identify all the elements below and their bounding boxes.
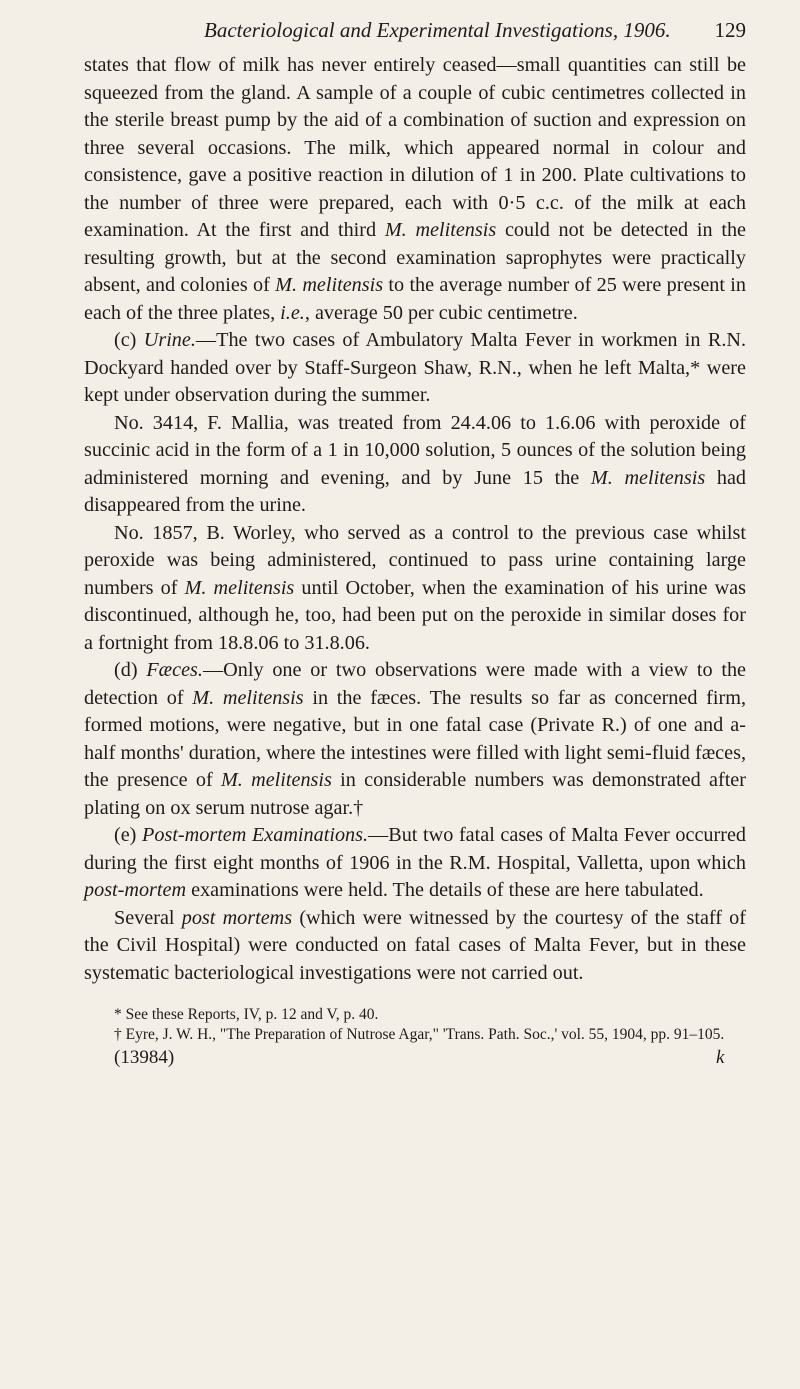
italic-text: Urine. — [143, 329, 196, 351]
italic-text: M. melitensis — [275, 274, 384, 296]
paragraph — [84, 410, 746, 520]
text-run: (which were witnessed by the courtesy of the staff of the Civil Hospital) were conducted on fatal cases of Malta Fever, but in these systematic bacteriological investigations were not carried out. — [84, 906, 747, 984]
paragraph — [84, 327, 746, 410]
text-run: until October, when the examination of his urine was discontinued, although he, too, had been put on the peroxide in similar doses for a fortnight from 18.8.06 to 31.8.06. — [84, 576, 746, 654]
text-run: —Only one or two observations were made with a view to the detection of — [84, 659, 746, 709]
footnote: * See these Reports, IV, p. 12 and V, p. 40. — [114, 1006, 379, 1023]
text-run: , average 50 per cubic centimetre. — [304, 301, 578, 324]
signature-mark: k — [716, 1047, 725, 1068]
text-run: could not be detected in the resulting growth, but at the second examination saprophytes were practically absent, and colonies of — [84, 219, 746, 296]
italic-text: M. melitensis — [192, 686, 304, 709]
text-run: in considerable numbers was demonstrated after plating on ox serum nutrose agar.† — [84, 769, 746, 819]
text-run: states that flow of milk has never entirely ceased—small quantities can still be squeezed from the gland. A sample of a couple of cubic centimetres collected in the sterile breast pump by the aid of a combination of suction and expression on three several occasions. The milk, which appeared normal in colour and consistence, gave a positive reaction in dilution of 1 in 200. Plate cultivations to the number of three were prepared, each with 0·5 c.c. of the milk at each examination. At the first and third — [84, 54, 746, 241]
text-run: (c) — [114, 329, 144, 351]
italic-text: M. melitensis — [384, 219, 497, 241]
footnotes — [84, 1005, 746, 1045]
text-run: (d) — [114, 659, 147, 681]
paragraph — [84, 52, 746, 327]
text-run: —The two cases of Ambulatory Malta Fever in workmen in R.N. Dockyard handed over by Staff-Surgeon Shaw, R.N., when he left Malta,* were kept under observation during the summer. — [84, 329, 747, 406]
text-run: No. 3414, F. Mallia, was treated from 24.4.06 to 1.6.06 with peroxide of succinic acid in the form of a 1 in 10,000 solution, 5 ounces of the solution being administered morning and evening, and by June 15 the — [84, 411, 746, 489]
page-number: 129 — [714, 18, 746, 42]
italic-text: M. melitensis — [590, 466, 706, 489]
text-run: to the average number of 25 were present in each of the three plates, — [84, 274, 747, 324]
text-run: examinations were held. The details of these are here tabulated. — [186, 879, 704, 901]
page-footer — [84, 1047, 746, 1075]
text-run: No. 1857, B. Worley, who served as a control to the previous case whilst peroxide was being administered, continued to pass urine containing large numbers of — [84, 521, 746, 599]
paragraph — [84, 520, 746, 658]
italic-text: post mortems — [181, 906, 293, 929]
text-run: in the fæces. The results so far as concerned firm, formed motions, were negative, but in one fatal case (Private R.) of one and a-half months' duration, where the intestines were filled with light semi-fluid fæces, the presence of — [84, 686, 746, 791]
running-header — [84, 16, 746, 46]
italic-text: i.e. — [280, 301, 305, 324]
paragraph — [84, 822, 746, 905]
italic-text: M. melitensis — [184, 576, 295, 599]
text-run: had disappeared from the urine. — [84, 466, 746, 516]
text-run: (e) — [114, 824, 143, 846]
italic-text: M. melitensis — [220, 769, 332, 791]
paragraph — [84, 905, 746, 988]
italic-text: post-mortem — [84, 879, 187, 901]
running-title: Bacteriological and Experimental Investigations, 1906. — [204, 18, 671, 42]
print-code: (13984) — [114, 1047, 175, 1068]
italic-text: Post-mortem Examinations. — [142, 824, 369, 846]
body-text — [84, 52, 746, 987]
footnote: † Eyre, J. W. H., "The Preparation of Nutrose Agar," 'Trans. Path. Soc.,' vol. 55, 1904, pp. 91–105. — [114, 1026, 725, 1043]
text-run: —But two fatal cases of Malta Fever occurred during the first eight months of 1906 in the R.M. Hospital, Valletta, upon which — [84, 824, 747, 874]
italic-text: Fæces. — [146, 659, 203, 681]
paragraph — [84, 657, 746, 822]
text-run: Several — [114, 906, 182, 929]
